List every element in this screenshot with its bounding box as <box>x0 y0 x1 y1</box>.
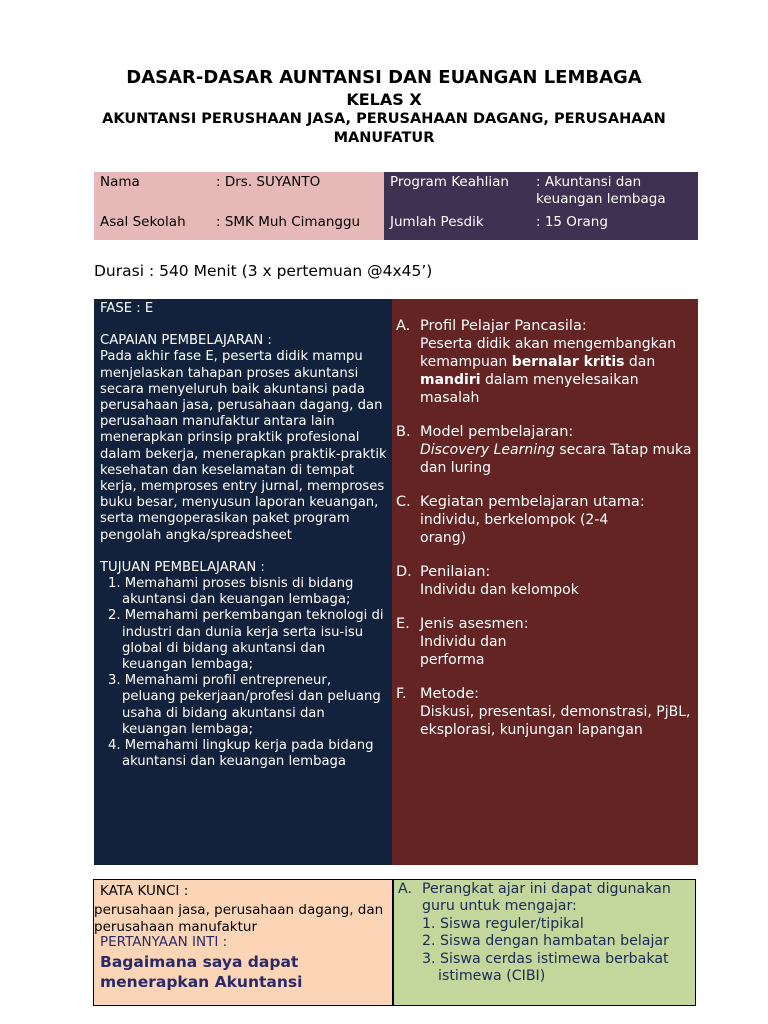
pertanyaan-text: Bagaimana saya dapat menerapkan Akuntansi <box>100 953 303 991</box>
asesmen-text: Individu dan performa <box>420 634 507 668</box>
model-heading: Model pembelajaran: <box>420 424 574 440</box>
item-letter: D. <box>396 564 412 580</box>
kata-kunci-text: perusahaan jasa, perusahaan dagang, dan perusahaan manufaktur <box>94 902 384 935</box>
kegiatan-heading: Kegiatan pembelajaran utama: <box>420 494 645 510</box>
capaian-heading: CAPAIAN PEMBELAJARAN : <box>100 333 272 349</box>
kegiatan-item <box>396 493 694 547</box>
target-item: 3. Siswa cerdas istimewa berbakat istimewa (CIBI) <box>422 950 669 985</box>
program-value-1: : Akuntansi dan <box>536 174 642 190</box>
program-label: Program Keahlian <box>390 174 509 190</box>
item-letter: C. <box>396 494 411 510</box>
asesmen-heading: Jenis asesmen: <box>420 616 529 632</box>
tujuan-list <box>100 576 388 770</box>
pertanyaan-heading: PERTANYAAN INTI : <box>100 934 228 950</box>
penilaian-text: Individu dan kelompok <box>420 582 579 598</box>
tujuan-item: 1. Memahami proses bisnis di bidang akuntansi dan keuangan lembaga; <box>108 576 354 608</box>
pesdik-value: : 15 Orang <box>536 214 608 230</box>
identity-table <box>94 172 698 240</box>
sekolah-value: : SMK Muh Cimanggu <box>216 214 361 230</box>
kata-kunci-heading: KATA KUNCI : <box>100 883 189 899</box>
penilaian-item <box>396 563 694 599</box>
sekolah-label: Asal Sekolah <box>100 214 186 230</box>
nama-value: : Drs. SUYANTO <box>216 174 321 190</box>
penilaian-heading: Penilaian: <box>420 564 491 580</box>
target-heading <box>398 881 693 916</box>
item-letter: A. <box>396 318 411 334</box>
tujuan-item: 2. Memahami perkembangan teknologi di industri dan dunia kerja serta isu-isu global di bidang akuntansi dan keuangan lembaga; <box>108 608 384 673</box>
document-title: DASAR-DASAR AUNTANSI DAN EUANGAN LEMBAGA <box>126 67 642 88</box>
asesmen-item <box>396 615 694 669</box>
identity-left-cell <box>94 172 384 240</box>
metode-item <box>396 685 694 739</box>
item-letter: F. <box>396 686 407 702</box>
model-text: Discovery Learning secara Tatap muka dan luring <box>420 442 692 476</box>
identity-right-cell <box>384 172 698 240</box>
subtitle-line-1: AKUNTANSI PERUSHAAN JASA, PERUSAHAAN DAGANG, PERUSAHAAN <box>102 111 666 127</box>
capaian-text: Pada akhir fase E, peserta didik mampu menjelaskan tahapan proses akuntansi secara menyeluruh baik akuntansi pada perusahaan jasa, perusahaan dagang, dan perusahaan manufaktur antara lain menerapkan prinsip praktik profesional dalam bekerja, menerapkan praktik-praktik kesehatan dan keselamatan di tempat kerja, memproses entry jurnal, memproses buku besar, menyusun laporan keuangan, serta mengoperasikan paket program pengolah angka/spreadsheet <box>100 349 387 543</box>
tujuan-heading: TUJUAN PEMBELAJARAN : <box>100 559 265 575</box>
learning-outcomes-panel <box>94 299 392 865</box>
target-heading-text: Perangkat ajar ini dapat digunakan guru untuk mengajar: <box>422 881 671 915</box>
item-letter: B. <box>396 424 411 440</box>
keywords-panel <box>93 879 393 1006</box>
tujuan-item: 3. Memahami profil entrepreneur, peluang pekerjaan/profesi dan peluang usaha di bidang akuntansi dan keuangan lembaga; <box>108 673 381 737</box>
profil-text: Peserta didik akan mengembangkan kemampuan bernalar kritis dan mandiri dalam menyelesaikan masalah <box>420 336 676 406</box>
model-pembelajaran-item <box>396 423 694 477</box>
subtitle-line-2: MANUFATUR <box>333 130 435 146</box>
target-item: 1. Siswa reguler/tipikal <box>422 915 584 932</box>
class-label: KELAS X <box>346 90 422 109</box>
target-list <box>398 916 693 986</box>
profil-pelajar-item <box>396 317 694 407</box>
program-value-2: keuangan lembaga <box>536 191 666 207</box>
learning-plan-panel <box>392 299 698 865</box>
metode-heading: Metode: <box>420 686 479 702</box>
profil-heading: Profil Pelajar Pancasila: <box>420 318 587 334</box>
metode-text: Diskusi, presentasi, demonstrasi, PjBL, eksplorasi, kunjungan lapangan <box>420 704 691 738</box>
nama-label: Nama <box>100 174 140 190</box>
tujuan-item: 4. Memahami lingkup kerja pada bidang akuntansi dan keuangan lembaga <box>108 738 374 770</box>
target-students-panel <box>393 879 696 1006</box>
item-letter: E. <box>396 616 410 632</box>
target-item: 2. Siswa dengan hambatan belajar <box>422 933 669 950</box>
kegiatan-text: individu, berkelompok (2-4 orang) <box>420 512 609 546</box>
duration-text: Durasi : 540 Menit (3 x pertemuan @4x45’) <box>94 262 433 280</box>
item-letter: A. <box>398 881 412 897</box>
fase-label: FASE : E <box>100 301 154 316</box>
pesdik-label: Jumlah Pesdik <box>390 214 484 230</box>
document-header <box>60 66 708 148</box>
